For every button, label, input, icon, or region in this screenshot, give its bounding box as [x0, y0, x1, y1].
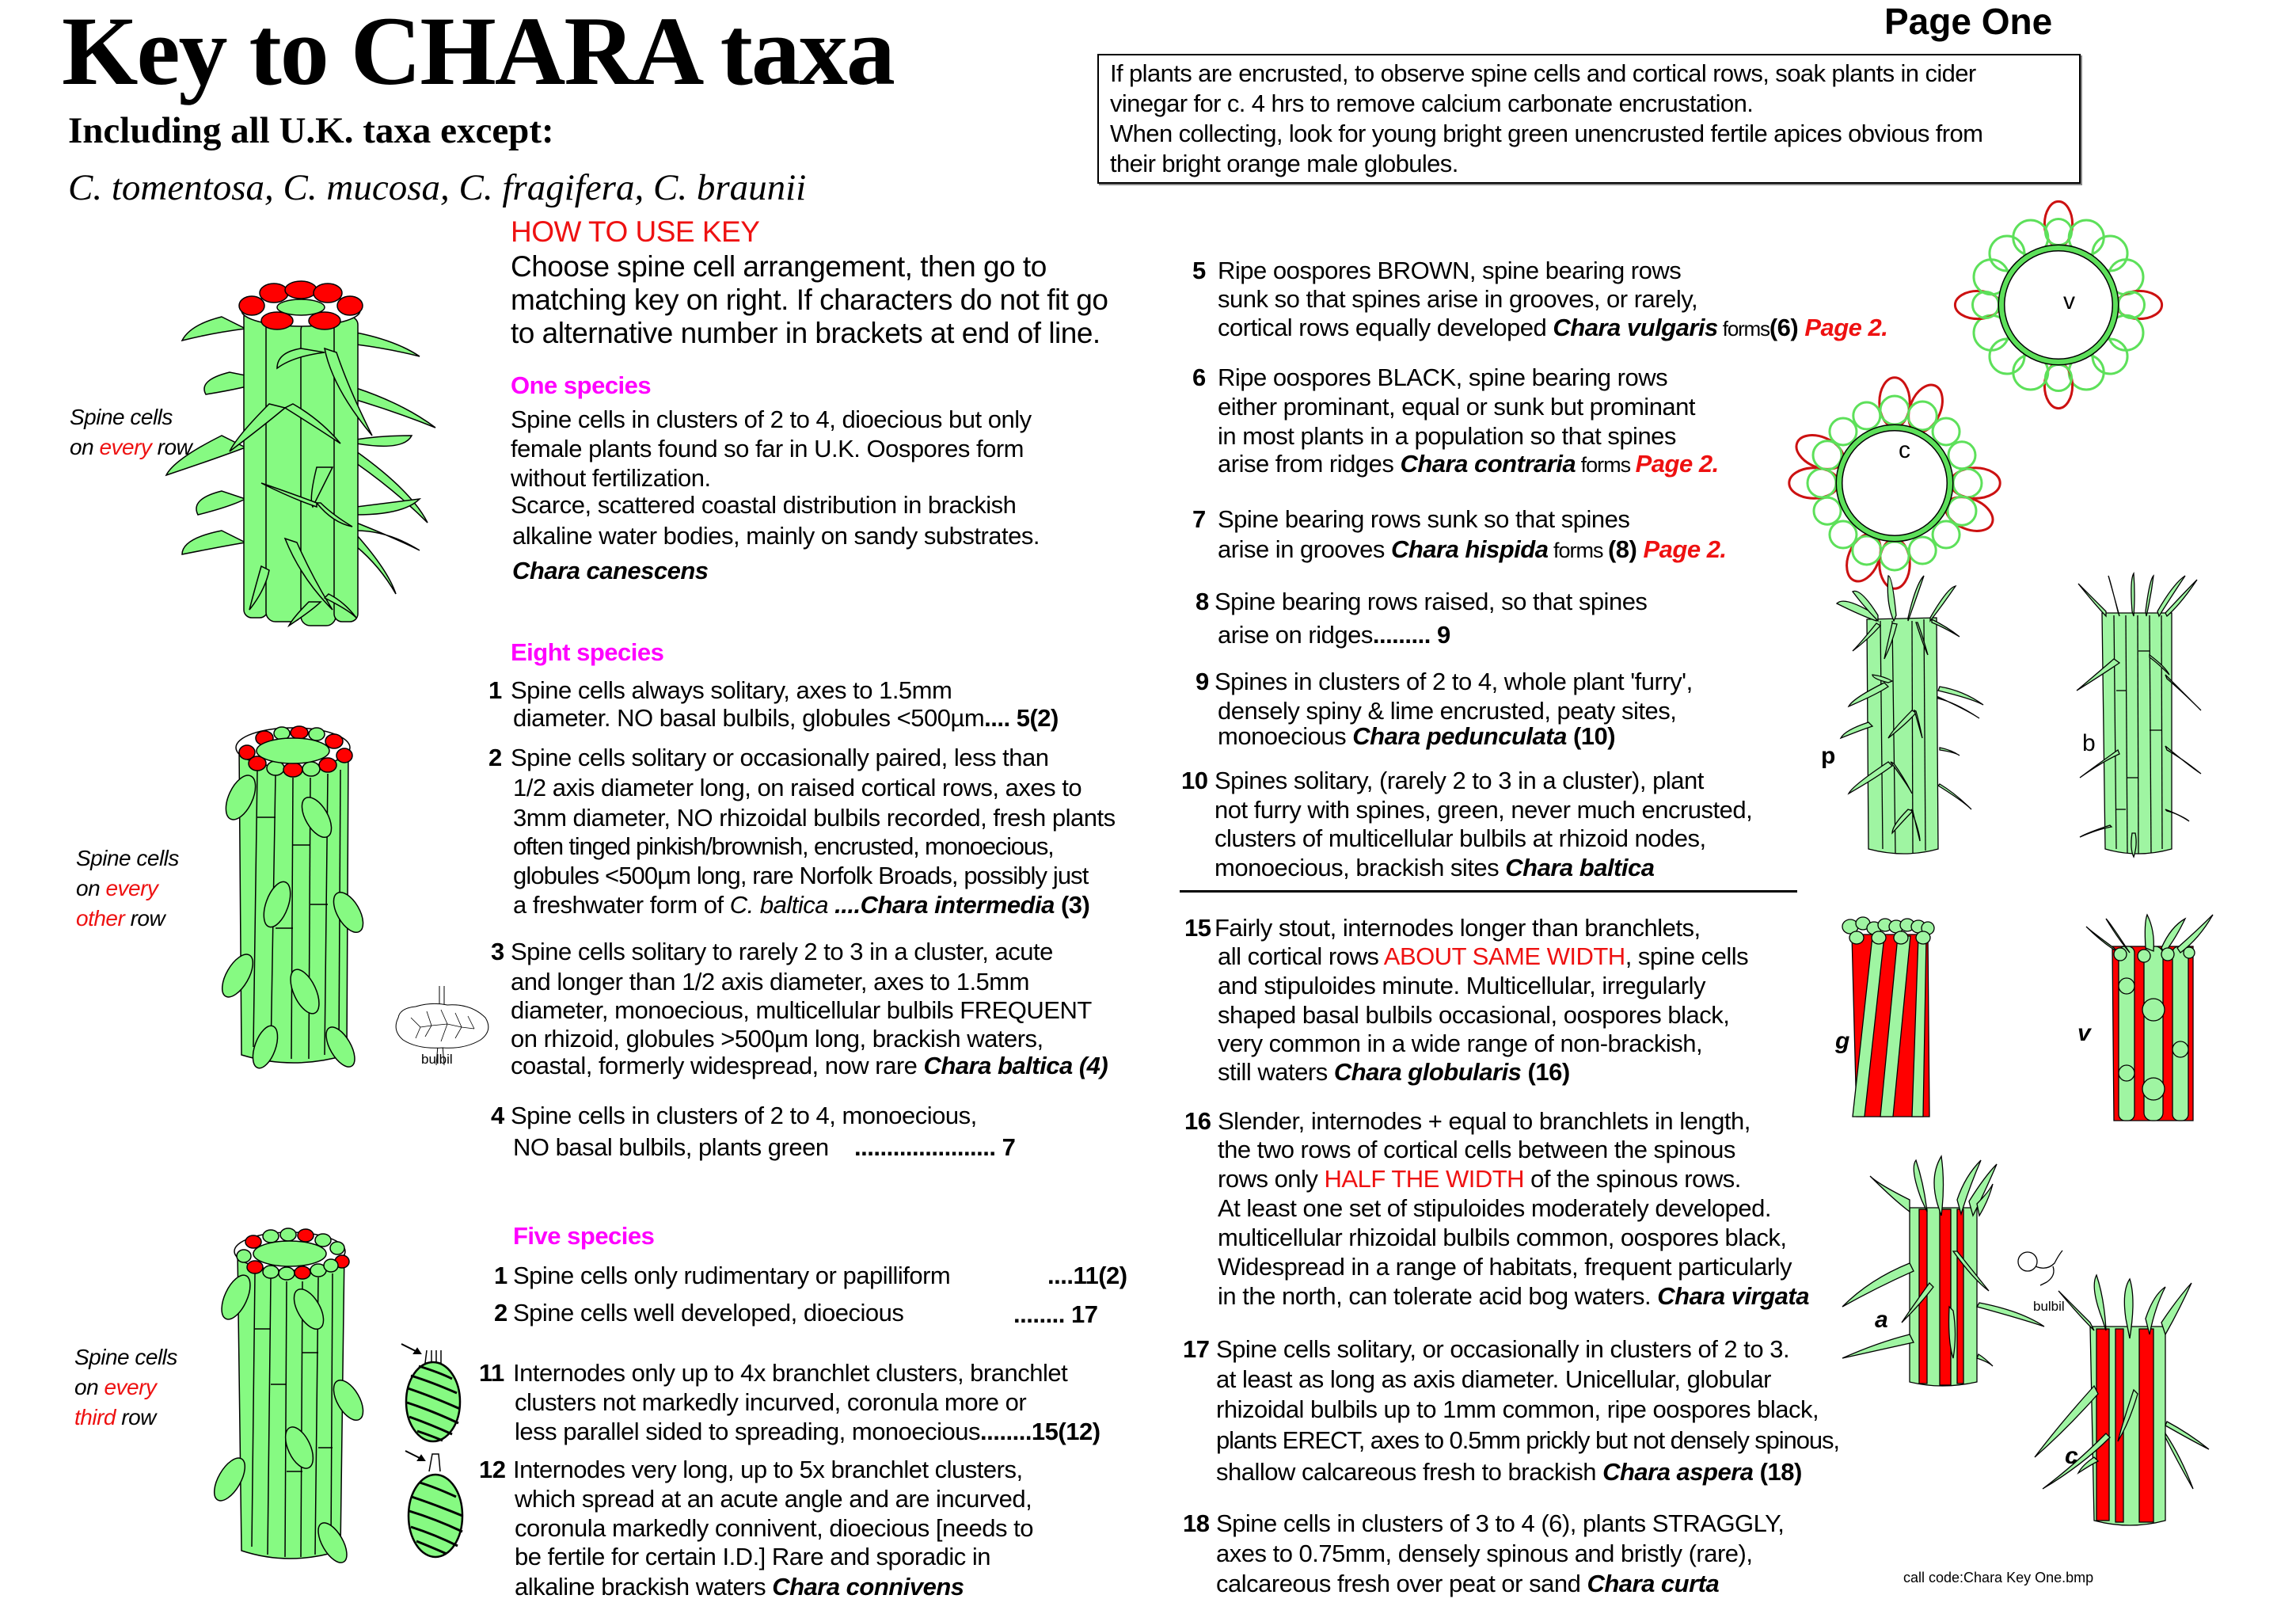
key-line — [1216, 1458, 1802, 1486]
bulbil-label: bulbil — [421, 1052, 453, 1067]
key-line: Ripe oospores BLACK, spine bearing rows — [1218, 364, 1668, 391]
label-text: on — [76, 876, 106, 900]
key-line: Spine cells in clusters of 3 to 4 (6), plants STRAGGLY, — [1216, 1509, 1785, 1537]
key-line: clusters not markedly incurved, coronula more or — [515, 1388, 1027, 1416]
key-line — [1218, 450, 1719, 478]
key-line: 1/2 axis diameter long, on raised cortical rows, axes to — [513, 774, 1082, 801]
species-name: Chara baltica (4) — [923, 1052, 1108, 1079]
key-text: all cortical rows — [1218, 942, 1384, 970]
cortical-cell — [1908, 402, 1937, 430]
key-line: Spine cells well developed, dioecious — [513, 1299, 904, 1327]
label-line: Spine cells — [70, 405, 173, 429]
key-text: alkaline brackish waters — [515, 1573, 773, 1601]
cortical-cell — [1953, 469, 1982, 497]
key-line: Spine cells always solitary, axes to 1.5mm — [511, 676, 952, 704]
spine-cluster — [2086, 915, 2213, 962]
key-text: arise in grooves — [1218, 535, 1391, 563]
key-line: not furry with spines, green, never much encrusted, — [1215, 796, 1753, 824]
key-line: densely spiny & lime encrusted, peaty sites, — [1218, 697, 1677, 725]
couplet-number: 5 — [1192, 257, 1206, 284]
page-label: Page One — [1884, 1, 2053, 42]
key-text: a freshwater form of — [513, 891, 730, 919]
forms-note: forms — [1576, 453, 1636, 477]
label-emphasis: every — [104, 1375, 157, 1399]
label-line: Spine cells — [76, 846, 179, 870]
key-line: Fairly stout, internodes longer than branchlets, — [1215, 914, 1701, 942]
key-line: multicellular rhizoidal bulbils common, oospores black, — [1218, 1224, 1787, 1251]
key-text: shallow calcareous fresh to brackish — [1216, 1458, 1603, 1486]
key-line — [1218, 621, 1450, 649]
key-line: female plants found so far in U.K. Oospores form — [511, 435, 1024, 463]
stem-figure-globularis — [1841, 911, 1944, 1117]
couplet-number: 18 — [1183, 1509, 1210, 1537]
crosssection-vulgaris — [1956, 198, 2161, 412]
label-text: on — [74, 1375, 105, 1399]
cortical-cell — [1933, 418, 1960, 445]
key-line — [515, 1573, 964, 1601]
figure-label-b: b — [2082, 730, 2096, 756]
stem-illustration-every-row — [158, 261, 459, 626]
label-text: row — [151, 435, 192, 459]
bulbil-label-right: bulbil — [2033, 1299, 2065, 1314]
couplet-number: 10 — [1181, 767, 1208, 794]
species-name: Chara vulgaris — [1553, 314, 1718, 341]
cortical-cell — [1853, 402, 1880, 429]
key-line: without fertilization. — [511, 464, 711, 492]
cortical-cell — [1948, 497, 1976, 525]
key-line: Spine cells only rudimentary or papilliform — [513, 1262, 951, 1289]
label-line — [76, 874, 179, 904]
call-code: call code:Chara Key One.bmp — [1903, 1570, 2094, 1585]
key-line: in most plants in a population so that spines — [1218, 422, 1676, 450]
key-text: less parallel sided to spreading, monoecious — [515, 1418, 981, 1445]
key-text: NO basal bulbils, plants green — [513, 1133, 829, 1161]
alt-couplet: (16) — [1527, 1058, 1570, 1086]
key-text: still waters — [1218, 1058, 1334, 1086]
key-line — [513, 704, 1059, 733]
key-line — [1218, 535, 1727, 564]
species-name: Chara pedunculata — [1352, 722, 1567, 750]
couplet-number: 7 — [1192, 505, 1206, 533]
page-link[interactable]: Page 2. — [1635, 450, 1719, 478]
figure-label-a: a — [1875, 1307, 1888, 1333]
species-name: Chara virgata — [1657, 1282, 1809, 1310]
taxon-ref: C. baltica — [729, 891, 829, 919]
alt-couplet: (8) — [1607, 535, 1637, 563]
key-line: and stipuloides minute. Multicellular, irregularly — [1218, 972, 1705, 999]
key-line: Internodes only up to 4x branchlet clusters, branchlet — [513, 1359, 1068, 1387]
species-name: Chara canescens — [512, 557, 709, 584]
key-text: monoecious — [1218, 722, 1353, 750]
key-line: coronula markedly connivent, dioecious [needs to — [515, 1514, 1033, 1542]
species-name: Chara baltica — [1505, 854, 1655, 881]
key-line — [1218, 1058, 1570, 1087]
stem-illustration-every-third-row — [230, 1226, 364, 1574]
couplet-number: 11 — [479, 1359, 504, 1387]
couplet-number: 8 — [1196, 588, 1209, 615]
key-line: the two rows of cortical cells between the spinous — [1218, 1136, 1735, 1163]
label-emphasis: every — [99, 435, 152, 459]
species-name: Chara aspera — [1602, 1458, 1754, 1486]
oospore-illustration-connivent — [404, 1449, 467, 1560]
arrangement-label-every-third-row — [74, 1342, 177, 1433]
key-text: arise from ridges — [1218, 450, 1401, 478]
couplet-number: 1 — [488, 676, 502, 704]
how-to-line: to alternative number in brackets at end of line. — [511, 317, 1100, 349]
key-line — [1218, 1282, 1809, 1311]
emphasis-text: HALF THE WIDTH — [1324, 1165, 1525, 1193]
alt-couplet: (3) — [1060, 891, 1090, 919]
cortical-cell — [2046, 219, 2072, 246]
species-name: ....Chara intermedia — [834, 891, 1055, 919]
oospore-illustration-spreading — [400, 1342, 463, 1445]
one-species-heading: One species — [511, 371, 652, 399]
key-line — [1218, 722, 1615, 751]
arrangement-label-every-other-row — [76, 843, 179, 934]
key-line: 3mm diameter, NO rhizoidal bulbils recorded, fresh plants — [513, 804, 1116, 832]
key-line: sunk so that spines arise in grooves, or rarely, — [1218, 285, 1698, 313]
label-line — [74, 1372, 177, 1403]
key-line: on rhizoid, globules >500µm long, brackish waters, — [511, 1025, 1043, 1053]
label-line — [76, 904, 179, 934]
key-line — [515, 1418, 1100, 1446]
cortical-cell — [2046, 365, 2072, 391]
key-line: Spine bearing rows raised, so that spines — [1215, 588, 1648, 615]
key-line: which spread at an acute angle and are incurved, — [515, 1485, 1032, 1513]
key-line: Spines in clusters of 2 to 4, whole plant 'furry', — [1215, 668, 1693, 695]
lead-to: ........ 17 — [1013, 1300, 1098, 1328]
species-name: Chara connivens — [772, 1573, 964, 1601]
stem-figure-curta — [2003, 1267, 2241, 1536]
key-line: often tinged pinkish/brownish, encrusted, monoecious, — [513, 832, 1054, 860]
alt-couplet: (10) — [1572, 722, 1616, 750]
section-divider — [1180, 890, 1797, 893]
key-text: cortical rows equally developed — [1218, 314, 1553, 341]
lead-to: ......... 9 — [1372, 621, 1450, 649]
eight-species-heading: Eight species — [511, 638, 664, 666]
page-subtitle: Including all U.K. taxa except: — [68, 110, 554, 151]
cortical-cell — [1830, 521, 1857, 548]
couplet-number: 6 — [1192, 364, 1206, 391]
couplet-number: 2 — [494, 1299, 507, 1327]
key-line: Spine cells solitary or occasionally paired, less than — [511, 744, 1049, 771]
how-to-heading: HOW TO USE KEY — [511, 215, 760, 248]
key-line — [1218, 942, 1748, 971]
info-line: When collecting, look for young bright green unencrusted fertile apices obvious from — [1110, 120, 1983, 147]
cortical-cell — [1973, 292, 1999, 318]
stem-figure-virgata — [2082, 907, 2225, 1121]
key-line — [513, 891, 1089, 919]
key-line — [1216, 1570, 1719, 1598]
lead-to: .... 5(2) — [984, 704, 1059, 732]
key-line: Internodes very long, up to 5x branchlet clusters, — [513, 1456, 1023, 1483]
key-line: At least one set of stipuloides moderately developed. — [1218, 1194, 1772, 1222]
cortical-cell — [1880, 542, 1909, 570]
key-line: globules <500µm long, rare Norfolk Broads, possibly just — [513, 862, 1089, 889]
key-line — [1218, 314, 1887, 342]
key-line — [1215, 854, 1654, 882]
info-line: their bright orange male globules. — [1110, 150, 1458, 177]
species-name: Chara hispida — [1390, 535, 1549, 563]
forms-note: forms — [1548, 539, 1608, 562]
couplet-number: 1 — [494, 1262, 507, 1289]
key-text: calcareous fresh over peat or sand — [1216, 1570, 1587, 1597]
info-box — [1097, 54, 2081, 184]
label-emphasis: other — [76, 906, 125, 931]
cortical-cell — [1853, 536, 1881, 565]
info-line: If plants are encrusted, to observe spine cells and cortical rows, soak plants in cider — [1110, 59, 1976, 87]
cortical-cell — [1814, 497, 1841, 524]
page-link[interactable]: Page 2. — [1804, 314, 1888, 341]
cortical-cell — [1813, 441, 1842, 470]
info-line: vinegar for c. 4 hrs to remove calcium carbonate encrustation. — [1110, 89, 1754, 117]
label-line — [74, 1403, 177, 1433]
key-line — [511, 1052, 1108, 1080]
how-to-line: Choose spine cell arrangement, then go to — [511, 250, 1047, 283]
couplet-number: 17 — [1183, 1335, 1210, 1363]
key-line: Spine cells solitary, or occasionally in clusters of 2 to 3. — [1216, 1335, 1790, 1363]
key-text: of the spinous rows. — [1524, 1165, 1741, 1193]
key-text: monoecious, brackish sites — [1215, 854, 1506, 881]
cortical-cell — [1808, 469, 1836, 497]
five-species-heading: Five species — [513, 1222, 655, 1250]
lead-to: ........15(12) — [980, 1418, 1100, 1445]
species-name: Chara curta — [1587, 1570, 1720, 1597]
key-line: and longer than 1/2 axis diameter, axes to 1.5mm — [511, 968, 1029, 995]
key-line: Spine bearing rows sunk so that spines — [1218, 505, 1630, 533]
couplet-number: 3 — [491, 938, 504, 965]
excluded-taxa: C. tomentosa, C. mucosa, C. fragifera, C. braunii — [68, 167, 807, 208]
key-line: alkaline water bodies, mainly on sandy substrates. — [512, 522, 1040, 550]
lead-to: ....11(2) — [1047, 1262, 1127, 1289]
cortical-cell — [1830, 418, 1857, 445]
species-name: Chara globularis — [1333, 1058, 1522, 1086]
key-line: rhizoidal bulbils up to 1mm common, ripe oospores black, — [1216, 1395, 1819, 1423]
couplet-number: 2 — [488, 744, 502, 771]
figure-label-p: p — [1821, 743, 1836, 769]
key-line — [513, 1133, 1015, 1162]
cortical-cell — [1880, 396, 1909, 424]
page-title: Key to CHARA taxa — [62, 0, 894, 105]
how-to-line: matching key on right. If characters do not fit go — [511, 284, 1108, 316]
figure-label-v: v — [2077, 1020, 2091, 1046]
forms-note: forms — [1717, 317, 1770, 341]
label-text: row — [124, 906, 165, 931]
label-line: Spine cells — [74, 1345, 177, 1369]
stem-figure-baltica — [2070, 572, 2221, 881]
key-line: very common in a wide range of non-brackish, — [1218, 1030, 1703, 1057]
crosssection-label-v: v — [2063, 288, 2075, 314]
cortical-cell — [1948, 442, 1975, 469]
couplet-number: 12 — [479, 1456, 506, 1483]
cortical-cell — [1933, 521, 1960, 548]
key-text: in the north, can tolerate acid bog waters. — [1218, 1282, 1658, 1310]
figure-label-c: c — [2065, 1443, 2078, 1469]
key-line: at least as long as axis diameter. Unicellular, globular — [1216, 1365, 1771, 1393]
key-text: coastal, formerly widespread, now rare — [511, 1052, 924, 1079]
key-line — [1218, 1165, 1741, 1193]
key-line: Spines solitary, (rarely 2 to 3 in a cluster), plant — [1215, 767, 1704, 794]
alt-couplet: (6) — [1769, 314, 1799, 341]
page-link[interactable]: Page 2. — [1643, 535, 1727, 563]
label-emphasis: third — [74, 1405, 116, 1429]
key-line: plants ERECT, axes to 0.5mm prickly but not densely spinous, — [1216, 1426, 1839, 1454]
key-text: rows only — [1218, 1165, 1325, 1193]
key-text: , spine cells — [1625, 942, 1749, 970]
label-text: row — [115, 1405, 156, 1429]
key-line: either prominant, equal or sunk but prominant — [1218, 393, 1696, 421]
couplet-number: 15 — [1184, 914, 1211, 942]
label-emphasis: every — [105, 876, 158, 900]
label-text: on — [70, 435, 100, 459]
key-line: Slender, internodes + equal to branchlets in length, — [1218, 1107, 1751, 1135]
key-line: shaped basal bulbils occasional, oospores black, — [1218, 1001, 1730, 1029]
cortical-cell — [1909, 537, 1936, 564]
stem-figure-pedunculata — [1829, 572, 1995, 873]
key-line: Spine cells solitary to rarely 2 to 3 in a cluster, acute — [511, 938, 1053, 965]
lead-to: ...................... 7 — [854, 1133, 1016, 1161]
alt-couplet: (18) — [1759, 1458, 1802, 1486]
key-line: diameter, monoecious, multicellular bulbils FREQUENT — [511, 996, 1092, 1024]
emphasis-text: ABOUT SAME WIDTH — [1383, 942, 1625, 970]
stem-illustration-every-other-row — [230, 722, 372, 1087]
key-line: Widespread in a range of habitats, frequent particularly — [1218, 1253, 1792, 1281]
crosssection-contraria — [1796, 384, 1994, 582]
key-text: diameter. NO basal bulbils, globules <500µm — [513, 704, 985, 732]
crosssection-label-c: c — [1899, 437, 1910, 463]
key-line: Scarce, scattered coastal distribution in brackish — [511, 491, 1017, 519]
couplet-number: 16 — [1184, 1107, 1211, 1135]
key-line: axes to 0.75mm, densely spinous and bristly (rare), — [1216, 1540, 1753, 1567]
figure-label-g: g — [1835, 1028, 1850, 1054]
species-name: Chara contraria — [1400, 450, 1576, 478]
key-line: be fertile for certain I.D.] Rare and sporadic in — [515, 1543, 990, 1570]
key-line: Ripe oospores BROWN, spine bearing rows — [1218, 257, 1682, 284]
key-line: Spine cells in clusters of 2 to 4, dioecious but only — [511, 405, 1032, 433]
key-line: Spine cells in clusters of 2 to 4, monoecious, — [511, 1102, 977, 1129]
key-text: arise on ridges — [1218, 621, 1373, 649]
couplet-number: 4 — [491, 1102, 504, 1129]
cortical-cell — [2119, 292, 2145, 318]
couplet-number: 9 — [1196, 668, 1209, 695]
key-line: clusters of multicellular bulbils at rhizoid nodes, — [1215, 824, 1706, 852]
